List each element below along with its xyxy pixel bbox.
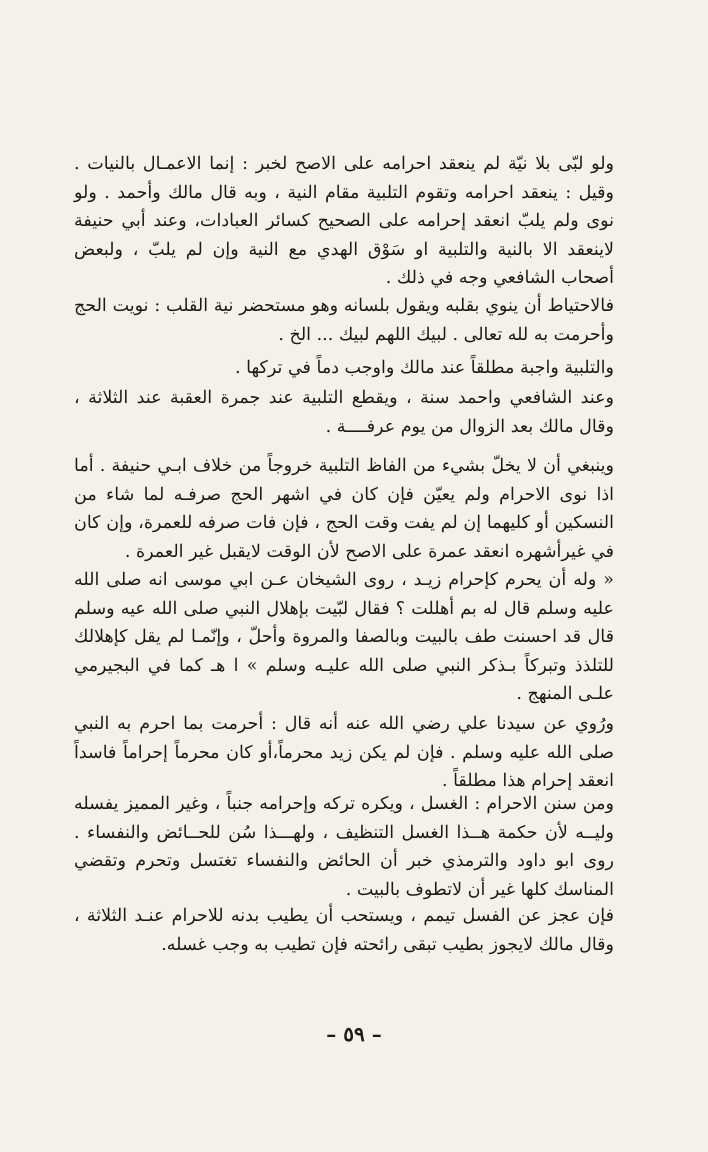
paragraph-intention (74, 150, 614, 293)
paragraph-ali-narration (74, 710, 614, 796)
paragraph-talbiya-wording (74, 452, 614, 566)
paragraph-ihram-sunan (74, 790, 614, 904)
paragraph-ihram-like-zaid (74, 566, 614, 709)
paragraph-text: ورُوي عن سيدنا علي رضي الله عنه أنه قال : أحرمت بما احرم به النبي صلى الله عليه وسلم . فإن لم يكن زيد محرماً،أو كان محرماً إحراماً فاسداً انعقد إحرام هذا مطلقاً . (74, 714, 614, 792)
paragraph-text: ومن سنن الاحرام : الغسل ، ويكره تركه وإحرامه جنباً ، وغير المميز يفسله وليــه لأن حكمة هــذا الغسل التنظيف ، ولهـــذا سُن للحــائض والنفساء . روى ابو داود والترمذي خبر أن الحائض والنفساء تغتسل وتحرم وتقضي المناسك كلها غير أن لاتطوف بالبيت . (74, 794, 614, 900)
paragraph-text: وعند الشافعي واحمد سنة ، ويقطع التلبية عند جمرة العقبة عند الثلاثة ، وقال مالك بعد الزوال من يوم عرفــــة . (74, 388, 614, 437)
paragraph-text: وينبغي أن لا يخلّ بشيء من الفاظ التلبية خروجاً من خلاف ابـي حنيفة . أما اذا نوى الاحرام ولم يعيّن فإن كان في اشهر الحج صرفـه لما شاء من النسكين أو كليهما إن لم يفت وقت الحج ، فإن فات صرفه للعمرة، وإن كان في غيرأشهره انعقد عمرة على الاصح لأن الوقت لايقبل غير العمرة . (74, 456, 614, 562)
paragraph-talbiya-sunna (74, 384, 614, 441)
paragraph-text: فإن عجز عن الفسل تيمم ، ويستحب أن يطيب بدنه للاحرام عنـد الثلاثة ، وقال مالك لايجوز بطيب تبقى رائحته فإن تطيب به وجب غسله. (74, 906, 614, 955)
page-number: – ٥٩ – (326, 1022, 382, 1046)
paragraph-text: فالاحتياط أن ينوي بقلبه ويقول بلسانه وهو مستحضر نية القلب : نويت الحج وأحرمت به لله تعالى . لبيك اللهم لبيك ... الخ . (74, 296, 614, 345)
paragraph-tayammum-perfume (74, 902, 614, 959)
paragraph-talbiya-obligation (74, 354, 614, 383)
paragraph-text: « وله أن يحرم كإحرام زيـد ، روى الشيخان عـن ابي موسى انه صلى الله عليه وسلم قال له بم أهللت ؟ فقال لبّيت بإهلال النبي صلى الله عيه وسلم قال قد احسنت طف بالبيت وبالصفا والمروة وأحلّ ، وإنّمـا لم يقل كإهلالك للتلذذ وتبركاً بـذكر النبي صلى الله عليـه وسلم » ا هـ كما في البجيرمي علـى المنهج . (74, 570, 614, 705)
paragraph-text: والتلبية واجبة مطلقاً عند مالك واوجب دماً في تركها . (235, 358, 614, 378)
paragraph-text: ولو لبّى بلا نيّة لم ينعقد احرامه على الاصح لخبر : إنما الاعمـال بالنيات . وقيل : ينعقد احرامه وتقوم التلبية مقام النية ، وبه قال مالك وأحمد . ولو نوى ولم يلبّ انعقد إحرامه على الصحيح كسائر العبادات، وعند أبي حنيفة لاينعقد الا بالنية والتلبية او سَوْق الهدي مع النية وإن لم يلبّ ، ولبعض أصحاب الشافعي وجه في ذلك . (74, 154, 614, 289)
paragraph-precaution (74, 292, 614, 349)
